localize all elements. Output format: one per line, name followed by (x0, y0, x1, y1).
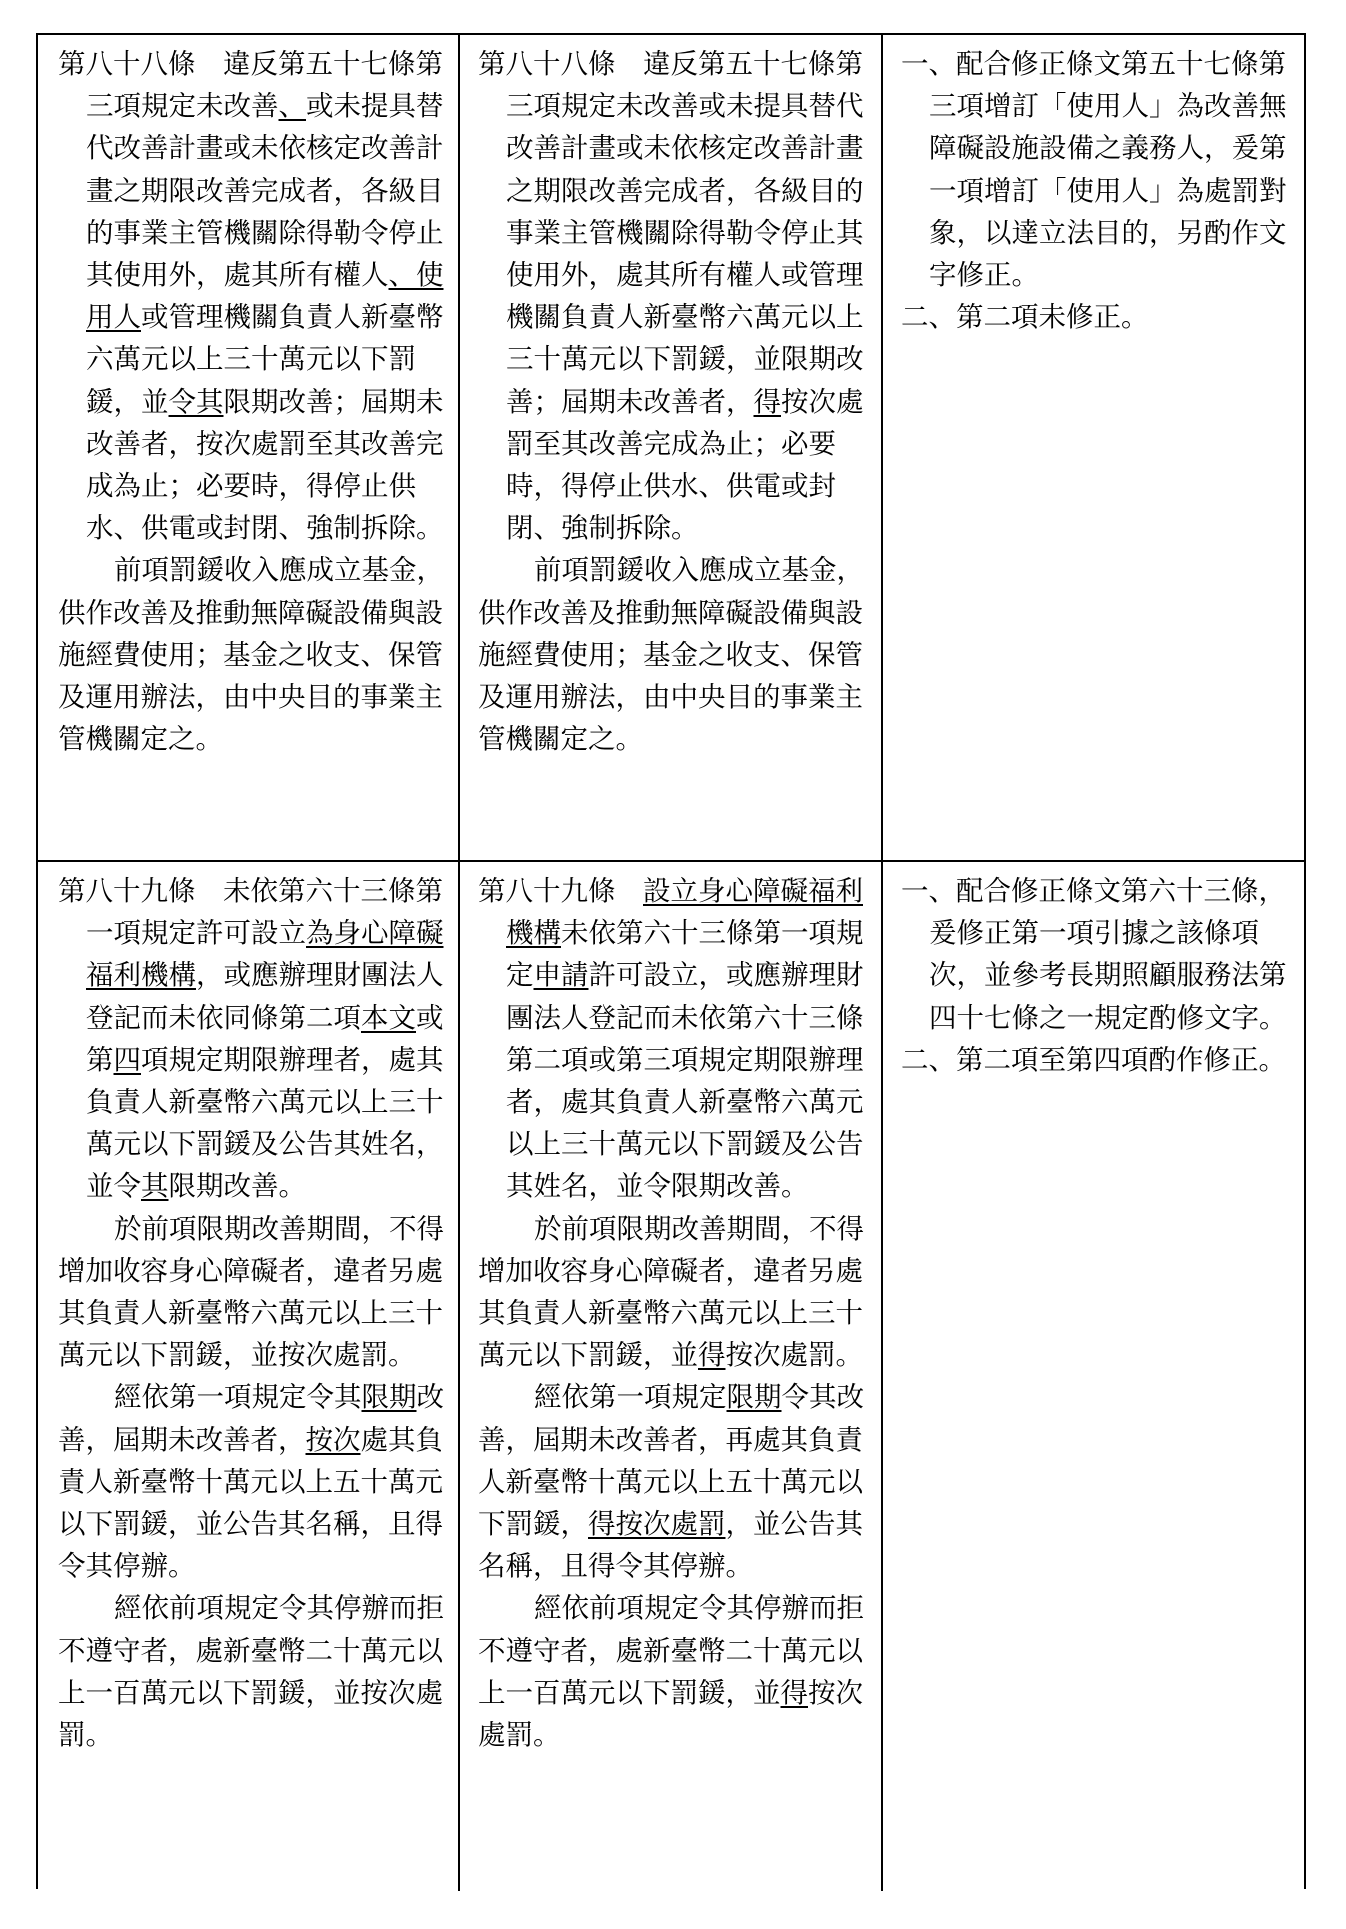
amended-text-cell (38, 35, 460, 860)
paragraph-text (58, 1587, 444, 1756)
article-text (58, 870, 444, 1208)
paragraph-text (58, 1376, 444, 1587)
underlined-text: 得 (753, 385, 781, 418)
underlined-text: 、使用人 (86, 259, 444, 334)
current-text-cell (460, 862, 883, 1891)
paragraph-text (478, 1208, 867, 1377)
text-segment: 或第 (86, 1001, 444, 1076)
explanation-cell (883, 862, 1304, 1891)
text-segment: 或未提具替代改善計畫或未依核定改善計畫之期限改善完成者，各級目的事業主管機關除得勒令停止其使用外，處其所有權人 (86, 90, 444, 292)
comparison-table (36, 33, 1306, 1889)
underlined-text: 、 (278, 90, 306, 123)
text-segment: 項規定期限辦理者，處其負責人新臺幣六萬元以上三十萬元以下罰鍰及公告其姓名，並令 (86, 1043, 444, 1203)
text-segment: 改善，屆期未改善者， (58, 1381, 444, 1456)
underlined-text: 按次 (305, 1423, 361, 1456)
text-segment: 按次處罰至其改善完成為止；必要時，得停止供水、供電或封閉、強制拆除。 (506, 385, 864, 545)
article-text (478, 43, 867, 549)
text-segment: 未依第六十三條第一項規定 (506, 917, 864, 992)
underlined-text: 令其 (168, 385, 224, 418)
underlined-text: 四 (113, 1043, 141, 1076)
text-segment: 第八十八條 違反第五十七條第三項規定未改善或未提具替代改善計畫或未依核定改善計畫之期限改善完成者，各級目的事業主管機關除得勒令停止其使用外，處其所有權人或管理機關負責人新臺幣六萬元以上三十萬元以下罰鍰，並限期改善；屆期未改善者， (478, 48, 864, 418)
underlined-text: 限期 (726, 1381, 782, 1414)
text-segment: ，並公告其名稱，且得令其停辦。 (478, 1508, 863, 1583)
underlined-text: 申請 (533, 959, 589, 992)
text-segment: 前項罰鍰收入應成立基金，供作改善及推動無障礙設備與設施經費使用；基金之收支、保管及運用辦法，由中央目的事業主管機關定之。 (478, 554, 864, 756)
explanation-item: 一、配合修正條文第六十三條，爰修正第一項引據之該條項次，並參考長期照顧服務法第四十七條之一規定酌修文字。 (901, 875, 1287, 1034)
text-segment: 於前項限期改善期間，不得增加收容身心障礙者，違者另處其負責人新臺幣六萬元以上三十萬元以下罰鍰，並 (478, 1212, 864, 1372)
paragraph-text (478, 549, 867, 760)
table-row (38, 35, 1304, 862)
text-segment: 經依第一項規定 (534, 1381, 727, 1414)
text-segment: 按次處罰。 (478, 1676, 863, 1752)
paragraph-text (478, 1376, 867, 1587)
article-text (478, 870, 867, 1208)
text-segment: 許可設立，或應辦理財團法人登記而未依第六十三條第二項或第三項規定期限辦理者，處其負責人新臺幣六萬元以上三十萬元以下罰鍰及公告其姓名，並令限期改善。 (506, 959, 864, 1203)
text-segment: 令其改善，屆期未改善者，再處其負責人新臺幣十萬元以上五十萬元以下罰鍰， (478, 1381, 864, 1541)
paragraph-text (478, 1587, 867, 1756)
text-segment: 第八十九條 未依第六十三條第一項規定許可設立 (58, 875, 443, 950)
text-segment: 按次處罰。 (725, 1339, 863, 1372)
underlined-text: 限期 (361, 1381, 417, 1414)
underlined-text: 為身心障礙福利機構 (86, 917, 444, 992)
text-segment: ，或應辦理財團法人登記而未依同條第二項 (86, 959, 444, 1034)
underlined-text: 設立身心障礙福利機構 (506, 875, 863, 950)
text-segment: 限期改善。 (168, 1170, 306, 1203)
current-text-cell (460, 35, 883, 860)
text-segment: 於前項限期改善期間，不得增加收容身心障礙者，違者另處其負責人新臺幣六萬元以上三十萬元以下罰鍰，並按次處罰。 (58, 1212, 444, 1372)
underlined-text: 本文 (361, 1001, 416, 1034)
text-segment: 經依第一項規定令其 (114, 1381, 362, 1414)
explanation-item: 二、第二項至第四項酌作修正。 (901, 1043, 1286, 1076)
explanation-item: 二、第二項未修正。 (901, 301, 1149, 334)
text-segment: 經依前項規定令其停辦而拒不遵守者，處新臺幣二十萬元以上一百萬元以下罰鍰，並 (478, 1592, 864, 1709)
text-segment: 第八十八條 違反第五十七條第三項規定未改善 (58, 48, 443, 123)
underlined-text: 得按次處罰 (588, 1508, 726, 1541)
underlined-text: 得 (698, 1339, 726, 1372)
paragraph-text (58, 1208, 444, 1377)
text-segment: 處其負責人新臺幣十萬元以上五十萬元以下罰鍰，並公告其名稱，且得令其停辦。 (58, 1423, 443, 1583)
text-segment: 或管理機關負責人新臺幣六萬元以上三十萬元以下罰鍰，並 (86, 301, 444, 418)
text-segment: 前項罰鍰收入應成立基金，供作改善及推動無障礙設備與設施經費使用；基金之收支、保管及運用辦法，由中央目的事業主管機關定之。 (58, 554, 444, 756)
text-segment: 限期改善；屆期未改善者，按次處罰至其改善完成為止；必要時，得停止供水、供電或封閉、強制拆除。 (86, 385, 444, 545)
text-segment: 第八十九條 (478, 875, 643, 907)
explanation-item: 一、配合修正條文第五十七條第三項增訂「使用人」為改善無障礙設施設備之義務人，爰第一項增訂「使用人」為處罰對象，以達立法目的，另酌作文字修正。 (901, 48, 1287, 292)
explanation-cell (883, 35, 1304, 860)
amended-text-cell (38, 862, 460, 1891)
underlined-text: 得 (780, 1676, 808, 1709)
article-text (58, 43, 444, 549)
table-row (38, 862, 1304, 1891)
underlined-text: 其 (141, 1170, 169, 1203)
text-segment: 經依前項規定令其停辦而拒不遵守者，處新臺幣二十萬元以上一百萬元以下罰鍰，並按次處罰。 (58, 1592, 444, 1752)
paragraph-text (58, 549, 444, 760)
